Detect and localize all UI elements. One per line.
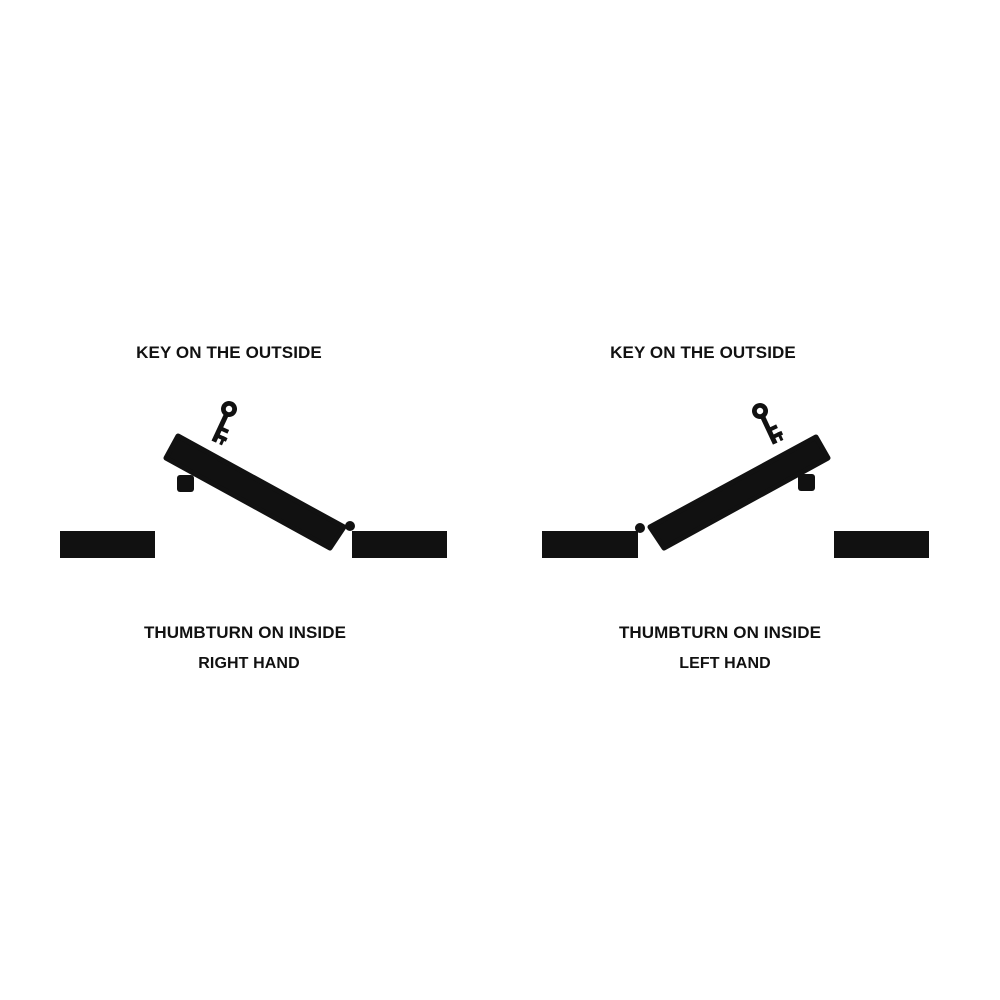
hinge-icon bbox=[635, 523, 645, 533]
hand-label: LEFT HAND bbox=[679, 655, 771, 672]
right-wall-segment bbox=[352, 531, 447, 558]
thumbturn-inside-label: THUMBTURN ON INSIDE bbox=[143, 623, 347, 642]
key-outside-label: KEY ON THE OUTSIDE bbox=[610, 343, 796, 362]
left-wall-segment bbox=[60, 531, 155, 558]
thumbturn-inside-label: THUMBTURN ON INSIDE bbox=[618, 623, 822, 642]
hand-label: RIGHT HAND bbox=[198, 655, 300, 672]
key-outside-label: KEY ON THE OUTSIDE bbox=[136, 343, 322, 362]
diagram-left-hand bbox=[500, 0, 1000, 1000]
thumbturn-icon bbox=[177, 475, 194, 492]
thumbturn-icon bbox=[798, 474, 815, 491]
right-wall-segment bbox=[834, 531, 929, 558]
door-leaf bbox=[166, 436, 344, 548]
left-wall-segment bbox=[542, 531, 638, 558]
key-icon bbox=[749, 399, 785, 447]
door-leaf bbox=[650, 437, 828, 548]
hinge-icon bbox=[345, 521, 355, 531]
key-icon bbox=[207, 398, 243, 446]
door-swing-diagram-left-hand bbox=[500, 0, 1000, 1000]
